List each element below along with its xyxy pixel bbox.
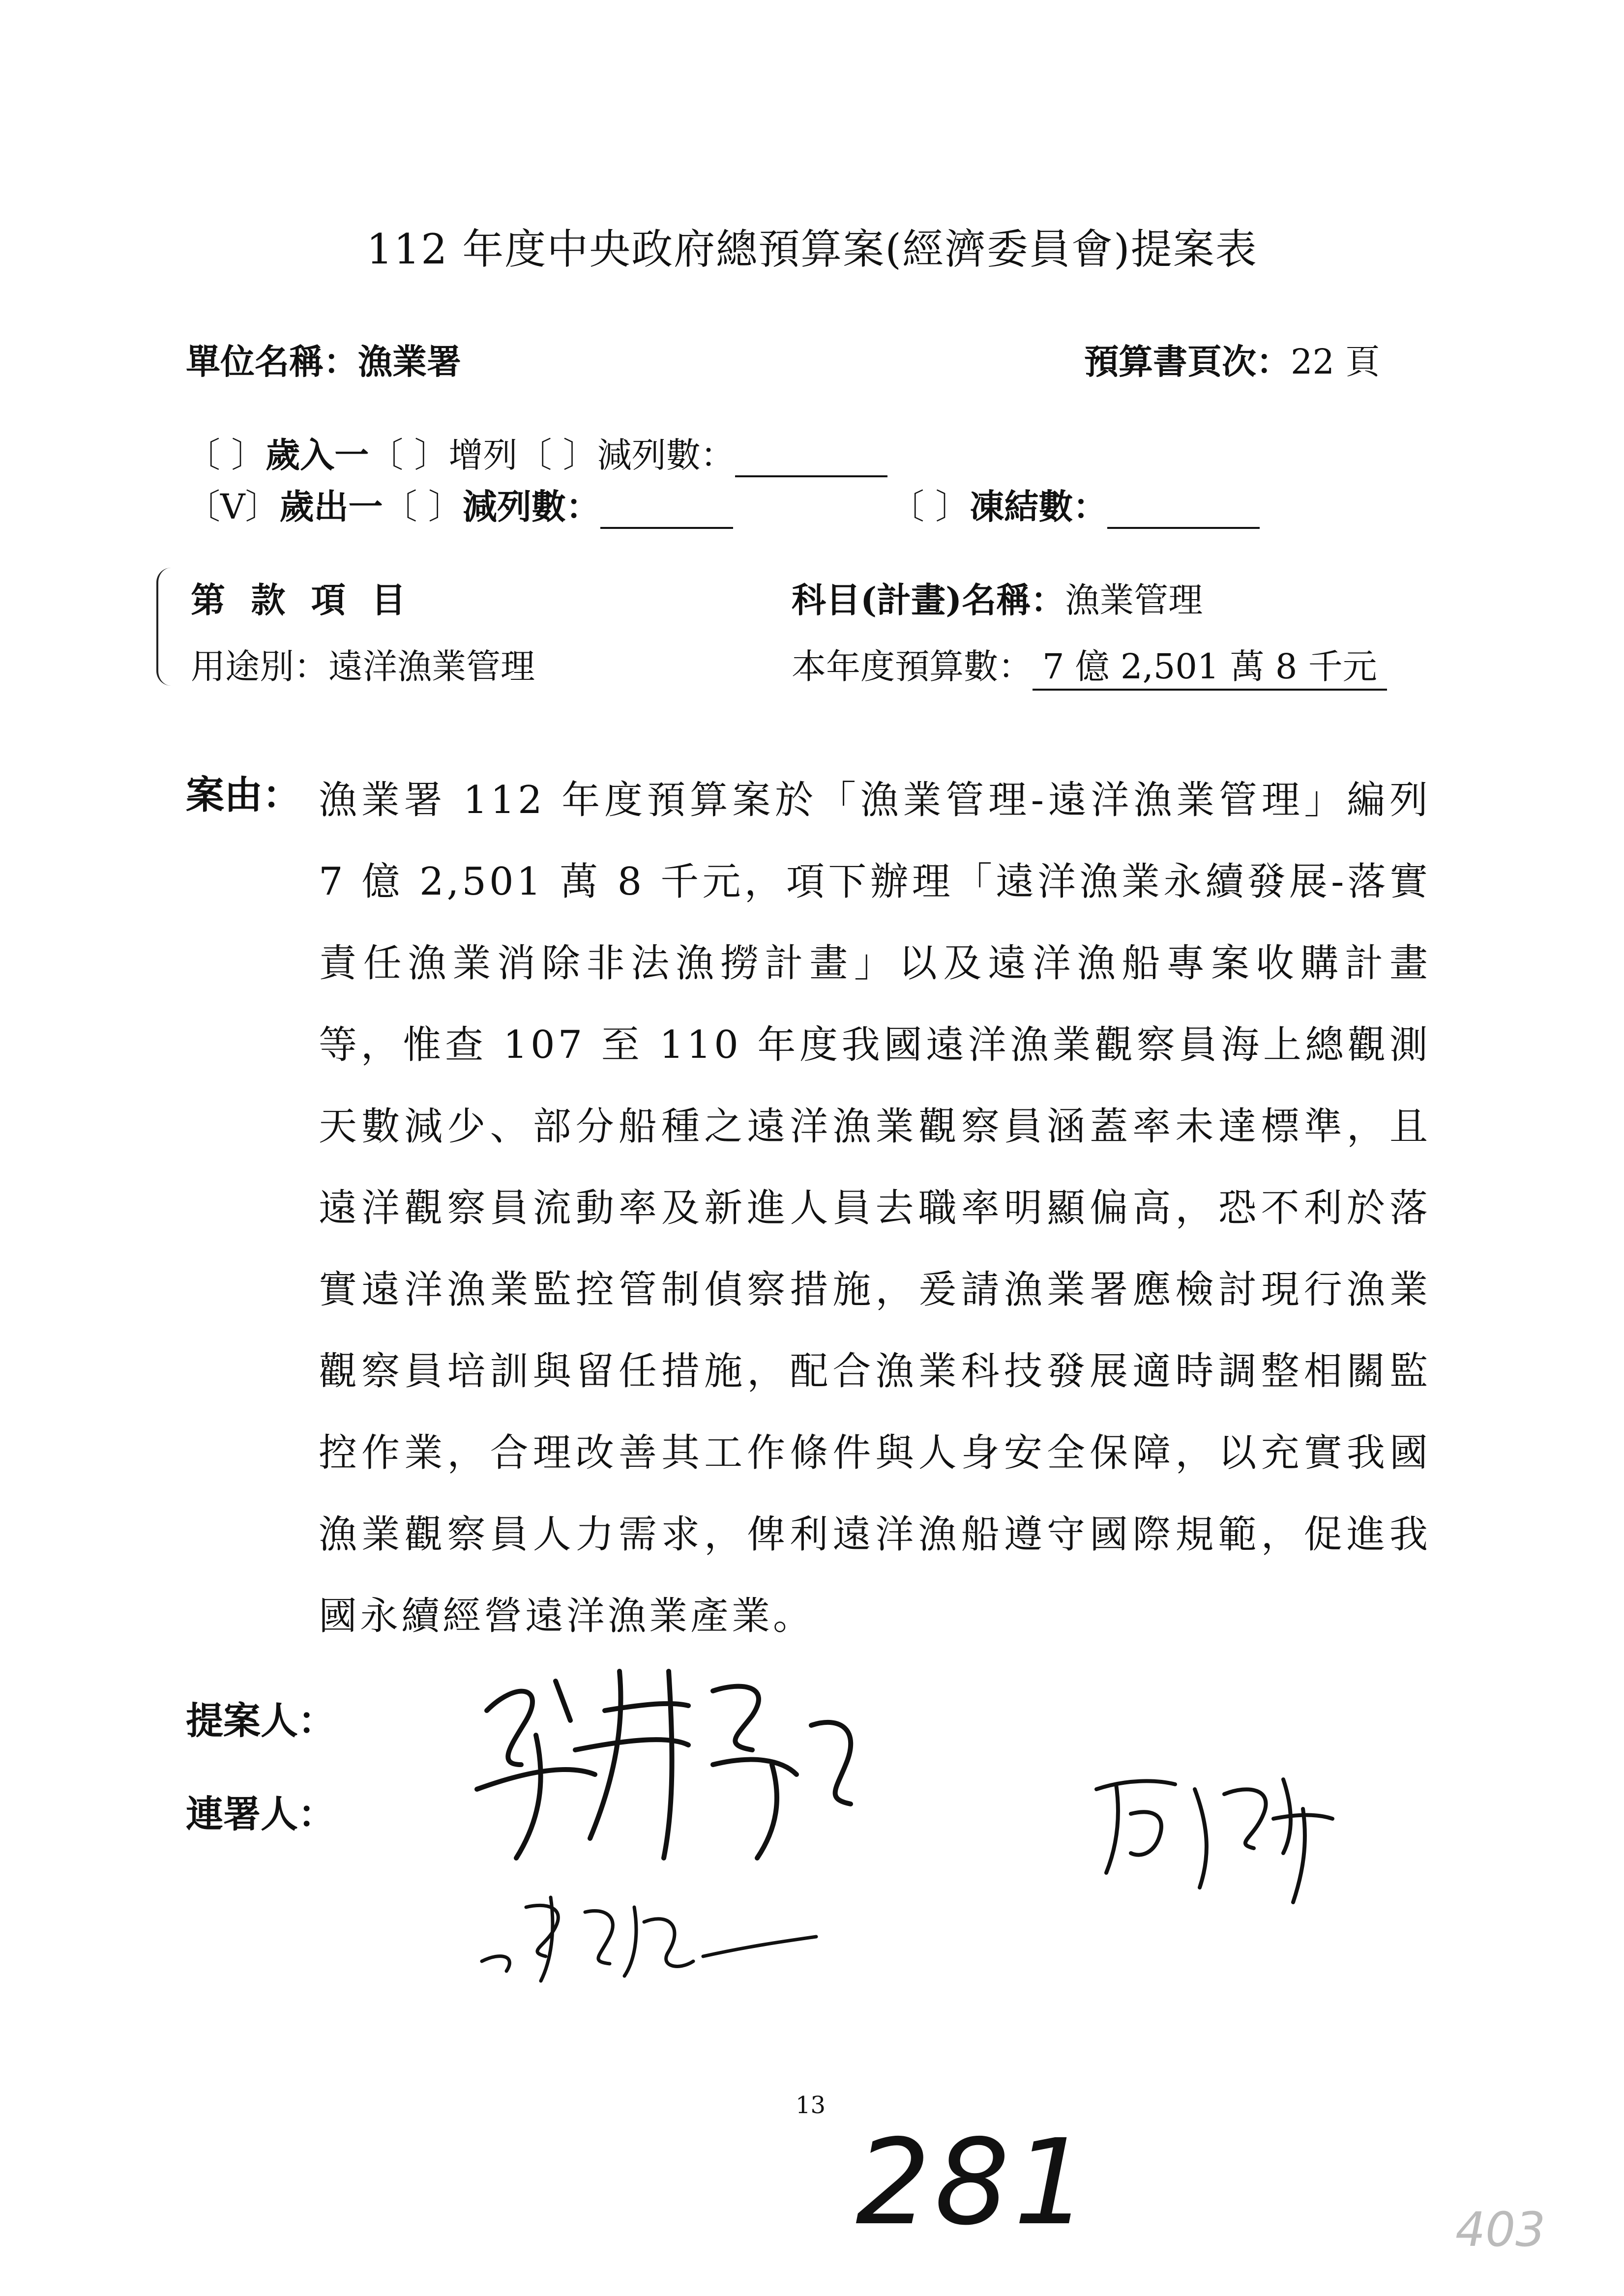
revenue-decrease-label: 減列數：: [597, 435, 735, 475]
expense-checkbox: 〔V〕: [186, 487, 280, 527]
annual-budget-label: 本年度預算數：: [792, 646, 1033, 687]
proposer-signature: [457, 1652, 880, 1878]
freeze-label: 凍結數：: [970, 486, 1108, 527]
usage-value: 遠洋漁業管理: [328, 646, 535, 687]
budget-page-label: 預算書頁次：: [1084, 341, 1291, 382]
expense-decrease-blank: [600, 494, 733, 529]
revenue-checkbox: 〔 〕: [186, 435, 266, 475]
annual-budget-value: 7 億 2,501 萬 8 千元: [1033, 646, 1387, 691]
reason-label: 案由：: [186, 773, 301, 817]
revenue-sub-checkbox: 〔 〕: [369, 435, 449, 475]
freeze-blank: [1107, 494, 1260, 529]
item-label: 第 款 項 目: [191, 580, 413, 620]
cosigner-label: 連署人：: [186, 1792, 335, 1836]
expense-label: 歲出一: [279, 486, 383, 527]
subject-value: 漁業管理: [1065, 580, 1203, 620]
page-number: 13: [796, 2092, 826, 2119]
revenue-decrease-blank: [735, 443, 887, 477]
unit-name-row: [186, 334, 461, 384]
freeze-checkbox: 〔 〕: [890, 487, 970, 527]
handwritten-page-number: 281: [856, 2114, 1093, 2251]
increase-label: 增列: [448, 435, 518, 475]
budget-page-row: [1084, 334, 1380, 384]
subject-label: 科目(計畫)名稱：: [792, 580, 1065, 620]
budget-page-value: 22 頁: [1291, 342, 1380, 382]
item-brace: [156, 568, 183, 686]
freeze-line: [890, 479, 1260, 529]
revenue-label: 歲入一: [266, 435, 369, 475]
annual-budget-row: [792, 639, 1387, 689]
revenue-line: [186, 428, 887, 477]
decrease-checkbox: 〔 〕: [517, 435, 597, 475]
cosigner-signature-1: [1087, 1760, 1342, 1907]
unit-name-value: 漁業署: [358, 341, 461, 382]
reason-text: 漁業署 112 年度預算案於「漁業管理-遠洋漁業管理」編列 7 億 2,501 萬 8 千元，項下辦理「遠洋漁業永續發展-落實責任漁業消除非法漁撈計畫」以及遠洋漁船專案收購計畫等，惟查 107 至 110 年度我國遠洋漁業觀察員海上總觀測天數減少、部分船種之遠洋漁業觀察員涵蓋率未達標準，且遠洋觀察員流動率及新進人員去職率明顯偏高，恐不利於落實遠洋漁業監控管制偵察措施，爰請漁業署應檢討現行漁業觀察員培訓與留任措施，配合漁業科技發展適時調整相關監控作業，合理改善其工作條件與人身安全保障，以充實我國漁業觀察員人力需求，俾利遠洋漁船遵守國際規範，促進我國永續經營遠洋漁業產業。: [319, 778, 1431, 1638]
cosigner-signature-2: [472, 1878, 826, 1986]
unit-name-label: 單位名稱：: [186, 341, 358, 382]
usage-label: 用途別：: [191, 646, 328, 687]
proposer-label: 提案人：: [186, 1699, 335, 1743]
form-title: 112 年度中央政府總預算案(經濟委員會)提案表: [366, 225, 1258, 273]
subject-row: [792, 573, 1203, 622]
usage-row: [191, 639, 535, 689]
faint-page-number: 403: [1455, 2202, 1546, 2257]
expense-sub-checkbox: 〔 〕: [383, 487, 463, 527]
expense-line: [186, 479, 733, 529]
expense-decrease-label: 減列數：: [462, 486, 600, 527]
